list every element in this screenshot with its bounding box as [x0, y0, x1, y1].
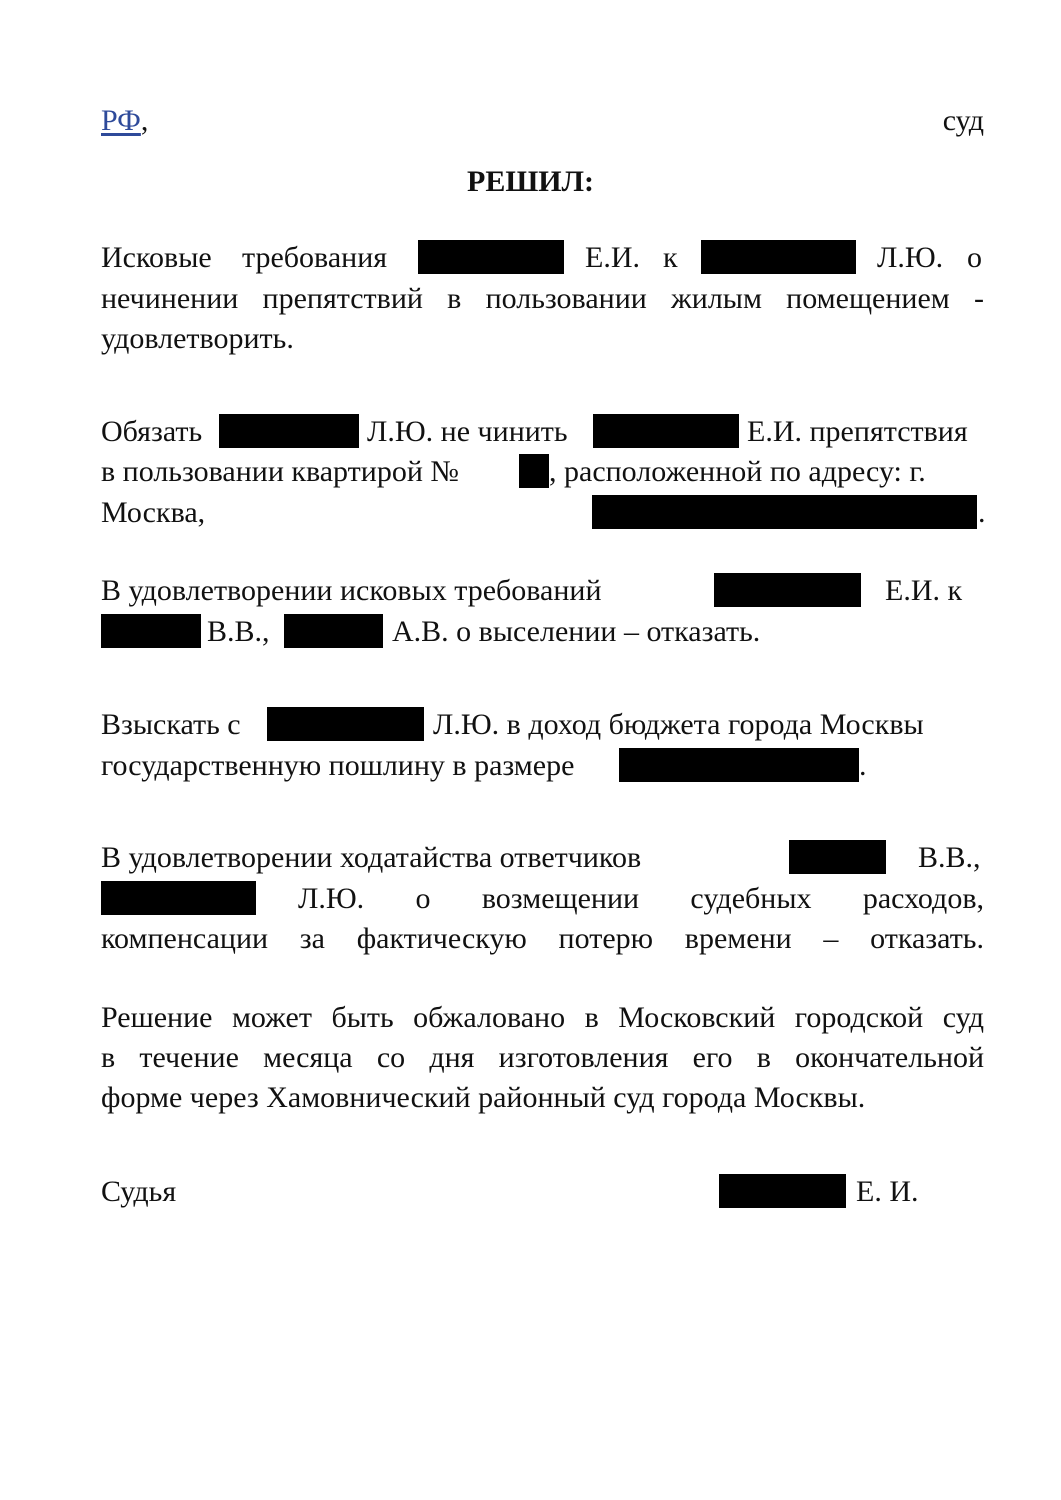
redaction	[101, 881, 256, 915]
p2-text-a: Обязать	[101, 415, 203, 448]
p2-text-e: , расположенной по адресу: г.	[549, 455, 926, 488]
p2-text-d: в пользовании квартирой №	[101, 455, 460, 488]
p5-text-a: В удовлетворении ходатайства ответчиков	[101, 841, 642, 874]
redaction	[284, 614, 383, 648]
p1-word5: Л.Ю.	[877, 241, 944, 274]
rf-link[interactable]: РФ	[101, 104, 141, 137]
p6-line3: форме через Хамовнический районный суд города Москвы.	[101, 1081, 866, 1114]
redaction	[267, 707, 424, 741]
redaction	[789, 840, 886, 874]
p1-word1: Исковые	[101, 241, 212, 274]
redaction	[593, 414, 739, 448]
p1-line3: удовлетворить.	[101, 322, 294, 355]
redaction	[418, 240, 564, 274]
redaction	[219, 414, 359, 448]
p6-line2: в течение месяца со дня изготовления его в окончательной	[101, 1041, 984, 1074]
header-left	[101, 101, 148, 141]
p1-word2: требования	[242, 241, 388, 274]
p2-text-b: Л.Ю. не чинить	[367, 415, 568, 448]
p1-word4: к	[663, 241, 678, 274]
p1-line2: нечинении препятствий в пользовании жилым помещением -	[101, 282, 984, 315]
p3-text-b: Е.И. к	[885, 574, 963, 607]
p5-line3: компенсации за фактическую потерю времени – отказать.	[101, 922, 984, 955]
signature-label: Судья	[101, 1175, 177, 1208]
p6-line1: Решение может быть обжаловано в Московский городской суд	[101, 1001, 984, 1034]
redaction	[714, 573, 861, 607]
redaction	[701, 240, 856, 274]
p3-text-c: В.В.,	[207, 615, 270, 648]
redaction	[719, 1174, 846, 1208]
p1-word3: Е.И.	[585, 241, 640, 274]
p1-word6: о	[967, 241, 982, 274]
signature-initials: Е. И.	[856, 1175, 919, 1208]
p5-text-b: В.В.,	[918, 841, 981, 874]
p5-text-c: Л.Ю. о возмещении судебных расходов,	[298, 882, 984, 915]
p4-text-d: .	[859, 749, 867, 782]
p2-text-g: .	[978, 496, 986, 529]
header-right: суд	[942, 104, 984, 137]
p4-text-b: Л.Ю. в доход бюджета города Москвы	[433, 708, 924, 741]
header-comma: ,	[140, 104, 149, 137]
redaction	[101, 614, 201, 648]
p3-text-d: А.В. о выселении – отказать.	[392, 615, 761, 648]
redaction	[519, 454, 549, 488]
p2-text-c: Е.И. препятствия	[747, 415, 968, 448]
redaction	[619, 748, 859, 782]
p3-text-a: В удовлетворении исковых требований	[101, 574, 602, 607]
p4-text-c: государственную пошлину в размере	[101, 749, 575, 782]
redaction	[592, 495, 977, 529]
page-title: РЕШИЛ:	[467, 165, 594, 198]
p2-text-f: Москва,	[101, 496, 206, 529]
p4-text-a: Взыскать с	[101, 708, 241, 741]
